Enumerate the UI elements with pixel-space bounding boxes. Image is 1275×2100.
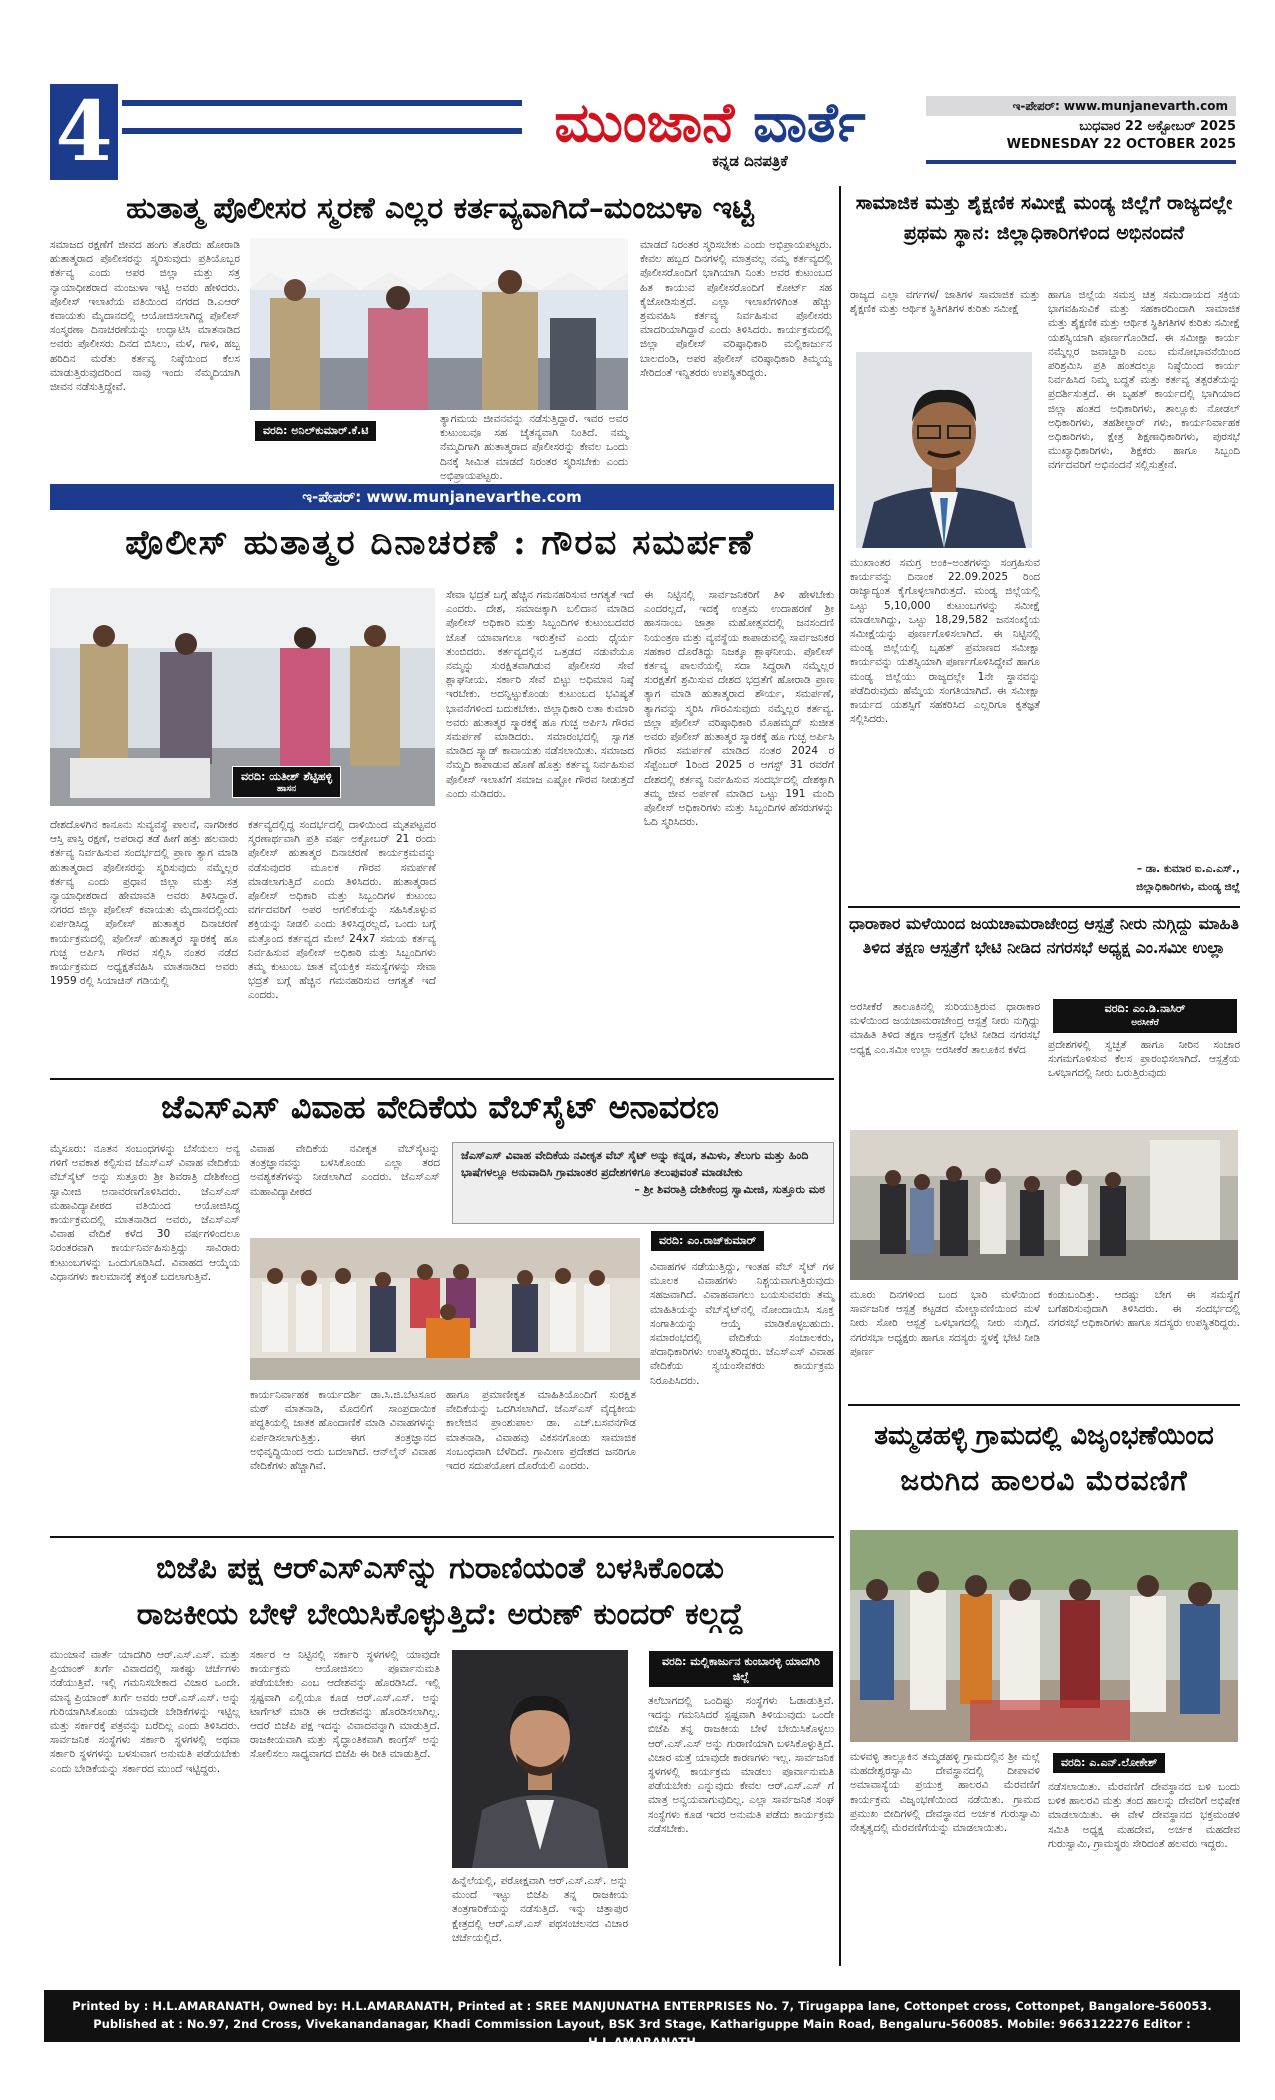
sidebar-article-2-credit: ವರದಿ: ಎಂ.ಡಿ.ನಾಸಿರ್ ಅರಸೀಕೆರೆ	[1052, 998, 1238, 1034]
sidebar-article-3-headline-2: ಜರುಗಿದ ಹಾಲರವಿ ಮೆರವಣಿಗೆ	[900, 1464, 1188, 1497]
article-2-headline: ಪೊಲೀಸ್ ಹುತಾತ್ಮರ ದಿನಾಚರಣೆ : ಗೌರವ ಸಮರ್ಪಣೆ	[125, 523, 755, 563]
section-rule	[50, 1078, 834, 1080]
article-1-col-3: ಮಾಡದೆ ನಿರಂತರ ಸ್ಮರಿಸಬೇಕು ಎಂದು ಅಭಿಪ್ರಾಯಪಟ್ಟರು. ಕೇವಲ ಹಬ್ಬದ ದಿನಗಳಲ್ಲಿ ಮಾತ್ರವಲ್ಲ ನಮ್ಮ ಕರ್ತವ್ಯದಲ್ಲಿ ಪೊಲೀಸರೊಂದಿಗೆ ಭಾಗಿಯಾಗಿ ನಿಂತು ಅವರ ಕುಟುಂಬದ ಹಿತ ಕಾಯುವ ಪೊಲೀಸರೊಂದಿಗೆ ಕೋರ್ಟ್ ಸಹ ಕೈಜೋಡಿಸುತ್ತದೆ. ಎಲ್ಲಾ ಇಲಾಖೆಗಳಿಗಿಂತ ಹೆಚ್ಚು ಶ್ರಮವಹಿಸಿ ಕರ್ತವ್ಯ ನಿರ್ವಹಿಸುವ ಪೊಲೀಸರು ಮಾದರಿಯಾಗಿದ್ದಾರೆ ಎಂದು ತಿಳಿಸಿದರು. ಕಾರ್ಯಕ್ರಮದಲ್ಲಿ ಜಿಲ್ಲಾ ಪೊಲೀಸ್ ವರಿಷ್ಠಾಧಿಕಾರಿ ಮಲ್ಲಿಕಾರ್ಜುನ ಬಾಲದಂಡಿ, ಅಪರ ಪೊಲೀಸ್ ವರಿಷ್ಠಾಧಿಕಾರಿ ತಿಮ್ಮಯ್ಯ ಸೇರಿದಂತೆ ಇನ್ನಿತರರು ಉಪಸ್ಥಿತರಿದ್ದರು.	[640, 239, 832, 379]
sidebar-article-1-col-2: ಹಾಗೂ ಜಿಲ್ಲೆಯ ಸಮಸ್ತ ಚಿತ್ರ ಸಮುದಾಯದ ಸಕ್ರಿಯ ಭಾಗವಹಿಸುವಿಕೆ ಮತ್ತು ಸಹಕಾರದಿಂದಾಗಿ ಸಾಮಾಜಿಕ ಮತ್ತು ಶೈಕ್ಷಣಿಕ ಮತ್ತು ಆರ್ಥಿಕ ಸ್ಥಿತಿಗತಿಗಳ ಕುರಿತು ಸಮೀಕ್ಷೆ ಯಶಸ್ವಿಯಾಗಿ ಪೂರ್ಣಗೊಂಡಿದೆ. ಈ ಸಮೀಕ್ಷಾ ಕಾರ್ಯ ನಮ್ಮೆಲ್ಲರ ಜವಾಬ್ದಾರಿ ಎಂಬ ಮನೋಭಾವನೆಯಿಂದ ಪರಿಶ್ರಮಿಸಿ ಪ್ರತಿ ಹಂತದಲ್ಲೂ ನಿಷ್ಠೆಯಿಂದ ಕಾರ್ಯ ನಿರ್ವಹಿಸಿದ ನಿಮ್ಮ ಬದ್ಧತೆ ಮತ್ತು ಕರ್ತವ್ಯ ತತ್ಪರತೆಯನ್ನು ಪ್ರದರ್ಶಿಸುತ್ತದೆ. ಈ ಬೃಹತ್ ಕಾರ್ಯದಲ್ಲಿ ಭಾಗಿಯಾದ ಜಿಲ್ಲಾ ಹಂತದ ಅಧಿಕಾರಿಗಳು, ತಾಲ್ಲೂಕು ನೋಡಲ್ ಅಧಿಕಾರಿಗಳು, ತಹಶೀಲ್ದಾರ್ ಗಳು, ಕಾರ್ಯನಿರ್ವಾಹಕ ಅಧಿಕಾರಿಗಳು, ಕ್ಷೇತ್ರ ಶಿಕ್ಷಣಾಧಿಕಾರಿಗಳು, ಪುರಸಭೆ ಮುಖ್ಯಾಧಿಕಾರಿಗಳು, ಶಿಕ್ಷಕರು ಹಾಗೂ ಸಿಬ್ಬಂದಿ ವರ್ಗದವರಿಗೆ ಅಭಿನಂದನೆ ಸಲ್ಲಿಸುತ್ತೇನೆ.	[1048, 289, 1241, 472]
article-2-col-2: ಕರ್ತವ್ಯದಲ್ಲಿದ್ದ ಸಂದರ್ಭದಲ್ಲಿ ದಾಳಿಯಿಂದ ಮೃತಪಟ್ಟವರ ಸ್ಮರಣಾರ್ಥವಾಗಿ ಪ್ರತಿ ವರ್ಷ ಅಕ್ಟೋಬರ್ 21 ರಂದು ಪೊಲೀಸ್ ಹುತಾತ್ಮರ ದಿನಾಚರಣೆ ಕಾರ್ಯಕ್ರಮವನ್ನು ನಡೆಸುವುದರ ಮೂಲಕ ಗೌರವ ಸಮರ್ಪಣೆ ಮಾಡಲಾಗುತ್ತಿದೆ ಎಂದು ತಿಳಿಸಿದರು. ಹುತಾತ್ಮರಾದ ಪೊಲೀಸ್ ಅಧಿಕಾರಿ ಮತ್ತು ಸಿಬ್ಬಂದಿಗಳ ಕುಟುಂಬ ವರ್ಗದವರಿಗೆ ಅಪರ ಅಗಲಿಕೆಯನ್ನು ಸಹಿಸಿಕೊಳ್ಳುವ ಶಕ್ತಿಯನ್ನು ನೀಡಲಿ ಎಂದು ತಿಳಿಸಿದ್ದರಲ್ಲದೆ, ಒಂದು ಬಗ್ಗೆ ಮತ್ತೊಂದ ಕರ್ತವ್ಯದ ಮೇಲೆ 24x7 ಸಮಯ ಕರ್ತವ್ಯ ನಿರ್ವಹಿಸುವ ಪೊಲೀಸ್ ಅಧಿಕಾರಿ ಮತ್ತು ಸಿಬ್ಬಂದಿಗಳು ತಮ್ಮ ಕುಟುಂಬ ಜಾತ ವೈಯಕ್ತಿಕ ಸಮಸ್ಯೆಗಳನ್ನು ಸೇವಾ ಭದ್ರತೆ ಬಗ್ಗೆ ಹೆಚ್ಚಿನ ಗಮನಹರಿಸುವ ಆಗತ್ಯತೆ ಇದೆ ಎಂದರು.	[248, 819, 436, 1002]
article-4-col-3: ಹಿನ್ನೆಲೆಯಲ್ಲಿ, ಪರೋಕ್ಷವಾಗಿ ಆರ್.ಎಸ್.ಎಸ್. ಅನ್ನು ಮುಂದೆ ಇಟ್ಟು ಬಿಜೆಪಿ ತನ್ನ ರಾಜಕೀಯ ತಂತ್ರಗಾರಿಕೆಯನ್ನು ನಡೆಸುತ್ತಿದೆ. ಇನ್ನು ಚಿತ್ತಾಪುರ ಕ್ಷೇತ್ರದಲ್ಲಿ ಆರ್.ಎಸ್.ಎಸ್ ಪಥಸಂಚಲನದ ವಿಚಾರ ಚರ್ಚೆಯಲ್ಲಿದೆ.	[452, 1875, 628, 1944]
article-3-headline: ಜೆಎಸ್‌ಎಸ್ ವಿವಾಹ ವೇದಿಕೆಯ ವೆಬ್‌ಸೈಟ್ ಅನಾವರಣ	[161, 1088, 719, 1126]
date-english: WEDNESDAY 22 OCTOBER 2025	[1006, 137, 1236, 152]
section-rule-2	[50, 1536, 834, 1538]
article-4-col-2: ಸರ್ಕಾರ ಆ ನಿಟ್ಟಿನಲ್ಲಿ ಸರ್ಕಾರಿ ಸ್ಥಳಗಳಲ್ಲಿ ಯಾವುದೇ ಕಾರ್ಯಕ್ರಮ ಆಯೋಜಿಸಲು ಪೂರ್ವಾನುಮತಿ ಪಡೆಯಬೇಕು ಎಂಬ ಆದೇಶವನ್ನು ಹೊರಡಿಸಿದೆ. ಇಲ್ಲಿ ಸ್ಪಷ್ಟವಾಗಿ ಎಲ್ಲಿಯೂ ಕೂಡ ಆರ್.ಎಸ್.ಎಸ್. ಅನ್ನು ಟಾರ್ಗೆಟ್ ಮಾಡಿ ಈ ಆದೇಶವನ್ನು ಹೊರಡಿಸಲಾಗಿಲ್ಲ. ಆದರೆ ಬಿಜೆಪಿ ಪಕ್ಷ ಇದನ್ನು ವಿವಾದವನ್ನಾಗಿ ಮಾಡುತ್ತಿದೆ. ರಾಜಕೀಯವಾಗಿ ಮತ್ತು ಸೈದ್ಧಾಂತಿಕವಾಗಿ ಕಾಂಗ್ರೆಸ್ ಅನ್ನು ಸೋಲಿಸಲು ಸಾಧ್ಯವಾಗದ ಬಿಜೆಪಿ ಈ ರೀತಿ ಮಾಡುತ್ತಿದೆ.	[250, 1649, 440, 1761]
procession-photo	[850, 1530, 1238, 1742]
article-3-credit: ವರದಿ: ಎಂ.ರಾಜ್‌ಕುಮಾರ್	[650, 1230, 765, 1252]
article-3-col-4: ವಿವಾಹಗಳ ನಡೆಯುತ್ತಿದ್ದು, ಇಂತಹ ವೆಬ್ ಸೈಟ್ ಗಳ ಮೂಲಕ ವಿವಾಹಗಳು ನಿಶ್ಚಯವಾಗುತ್ತಿರುವುದು ಸಹಜವಾಗಿದೆ. ವಿವಾಹವಾಗಲು ಬಯಸುವವರು ತಮ್ಮ ಮಾಹಿತಿಯನ್ನು ವೆಬ್‌ಸೈಟ್‌ನಲ್ಲಿ ನೋಂದಾಯಿಸಿ ಸೂಕ್ತ ಸಂಗಾತಿಯನ್ನು ಆಯ್ಕೆ ಮಾಡಿಕೊಳ್ಳಬಹುದು. ಸಮಾರಂಭದಲ್ಲಿ ವೇದಿಕೆಯ ಸಂಚಾಲಕರು, ಪದಾಧಿಕಾರಿಗಳು ಉಪಸ್ಥಿತರಿದ್ದರು. ಜೆಎಸ್‌ಎಸ್ ವಿವಾಹ ವೇದಿಕೆಯ ಸ್ವಯಂಸೇವಕರು ಕಾರ್ಯಕ್ರಮ ನಿರೂಪಿಸಿದರು.	[650, 1261, 834, 1387]
article-4-portrait	[452, 1650, 628, 1868]
sidebar-article-2-col-2: ಪ್ರದೇಶಗಳಲ್ಲಿ ಸ್ವಚ್ಛತೆ ಹಾಗೂ ನೀರಿನ ಸಂಚಾರ ಸುಗಮಗೊಳಿಸುವ ಕೆಲಸ ಪ್ರಾರಂಭಿಸಲಾಗಿದೆ. ಆಸ್ಪತ್ರೆಯ ಒಳಭಾಗದಲ್ಲಿ ನೀರು ಬರುತ್ತಿರುವುದು	[1048, 1039, 1240, 1080]
article-4-headline-2: ರಾಜಕೀಯ ಬೇಳೆ ಬೇಯಿಸಿಕೊಳ್ಳುತ್ತಿದೆ: ಅರುಣ್ ಕುಂದರ್ ಕಲ್ಗದ್ದೆ	[136, 1597, 744, 1632]
sidebar-article-3-headline-1: ತಮ್ಮಡಹಳ್ಳಿ ಗ್ರಾಮದಲ್ಲಿ ವಿಜೃಂಭಣೆಯಿಂದ	[874, 1421, 1214, 1451]
masthead-tagline: ಕನ್ನಡ ದಿನಪತ್ರಿಕೆ	[712, 152, 788, 170]
article-3-col-2b: ಕಾರ್ಯನಿರ್ವಾಹಕ ಕಾರ್ಯದರ್ಶಿ ಡಾ.ಸಿ.ಜಿ.ಬೆಟಸೂರ ಮಠ್ ಮಾತನಾಡಿ, ಮೊದಲಿಗೆ ಸಾಂಪ್ರದಾಯಿಕ ಪದ್ಧತಿಯಲ್ಲಿ ಜಾತಕ ಹೊಂದಾಣಿಕೆ ಮಾಡಿ ವಿವಾಹಗಳನ್ನು ಏರ್ಪಡಿಸಲಾಗುತ್ತಿತ್ತು. ಈಗ ತಂತ್ರಜ್ಞಾನದ ಅಭಿವೃದ್ಧಿಯಿಂದ ಅದು ಬದಲಾಗಿದೆ. ಆನ್‌ಲೈನ್ ವಿವಾಹ ವೇದಿಕೆಗಳು ಹೆಚ್ಚಾಗಿವೆ.	[250, 1389, 436, 1473]
article-4-credit: ವರದಿ: ಮಲ್ಲಿಕಾರ್ಜುನ ಕುಂಬಾರಳ್ಳಿ ಯಾದಗಿರಿ ಜಿಲ್ಲೆ	[648, 1650, 834, 1688]
sidebar-article-3-col-1: ಮಳವಳ್ಳಿ ತಾಲ್ಲೂಕಿನ ತಮ್ಮಡಹಳ್ಳಿ ಗ್ರಾಮದಲ್ಲಿನ ಶ್ರೀ ಮಲ್ಲೆ ಮಹದೇಶ್ವರಸ್ವಾಮಿ ದೇವಸ್ಥಾನದಲ್ಲಿ ದೀಪಾವಳಿ ಅಮಾವಾಸ್ಯೆಯ ಪ್ರಯುಕ್ತ ಹಾಲರವಿ ಮೆರವಣಿಗೆ ಕಾರ್ಯಕ್ರಮ ವಿಜೃಂಭಣೆಯಿಂದ ನಡೆಯಿತು. ಗ್ರಾಮದ ಪ್ರಮುಖ ಬೀದಿಗಳಲ್ಲಿ ದೇವಸ್ಥಾನದ ಅರ್ಚಕ ಗುರುಸ್ವಾಮಿ ನೇತೃತ್ವದಲ್ಲಿ ಮೆರವಣಿಗೆಯನ್ನು ಮಾಡಲಾಯಿತು.	[850, 1751, 1040, 1835]
sidebar-article-1-headline: ಸಾಮಾಜಿಕ ಮತ್ತು ಶೈಕ್ಷಣಿಕ ಸಮೀಕ್ಷೆ ಮಂಡ್ಯ ಜಿಲ್ಲೆಗೆ ರಾಜ್ಯದಲ್ಲೇ ಪ್ರಥಮ ಸ್ಥಾನ: ಜಿಲ್ಲಾಧಿಕಾರಿಗಳಿಂದ ಅಭಿನಂದನೆ	[855, 192, 1233, 244]
article-3-col-1: ಮೈಸೂರು: ನೂತನ ಸಂಬಂಧಗಳನ್ನು ಬೆಸೆಯಲು ಅನ್ಯ ಗಳಿಗೆ ಅವಕಾಶ ಕಲ್ಪಿಸುವ ಜೆಎಸ್‌ಎಸ್ ವಿವಾಹ ವೇದಿಕೆಯ ವೆಬ್‌ಸೈಟ್ ಅನ್ನು ಸುತ್ತೂರು ಶ್ರೀ ಶಿವರಾತ್ರಿ ದೇಶಿಕೇಂದ್ರ ಸ್ವಾಮೀಜಿ ಅನಾವರಣಗೊಳಿಸಿದರು. ಜೆಎಸ್‌ಎಸ್ ಮಹಾವಿದ್ಯಾಪೀಠದ ವತಿಯಿಂದ ಆಯೋಜಿಸಿದ್ದ ಕಾರ್ಯಕ್ರಮದಲ್ಲಿ ಮಾತನಾಡಿದ ಅವರು, ಜೆಎಸ್‌ಎಸ್ ವಿವಾಹ ವೇದಿಕೆ ಕಳೆದ 30 ವರ್ಷಗಳಿಂದಲೂ ನಿರಂತರವಾಗಿ ಕಾರ್ಯನಿರ್ವಹಿಸುತ್ತಿದ್ದು ಸಾವಿರಾರು ಕುಟುಂಬಗಳನ್ನು ಒಂದುಗೂಡಿಸಿದೆ. ವಿವಾಹದ ಆಯ್ಕೆಯ ವಿಧಾನಗಳು ಕಾಲಮಾನಕ್ಕೆ ತಕ್ಕಂತೆ ಬದಲಾಗುತ್ತಿವೆ.	[50, 1143, 240, 1283]
sidebar-article-2-col-1: ಅರಸೀಕೆರೆ ತಾಲೂಕಿನಲ್ಲಿ ಸುರಿಯುತ್ತಿರುವ ಧಾರಾಕಾರ ಮಳೆಯಿಂದ ಜಯಚಾಮರಾಜೇಂದ್ರ ಆಸ್ಪತ್ರೆ ನೀರು ನುಗ್ಗಿದ್ದು ಮಾಹಿತಿ ತಿಳಿದ ತಕ್ಷಣ ಆಸ್ಪತ್ರೆಗೆ ಭೇಟಿ ನೀಡಿದ ನಗರಸಭೆ ಅಧ್ಯಕ್ಷ ಎಂ.ಸಮೀ ಉಲ್ಲಾ ಅರಸೀಕೆರೆ ತಾಲೂಕಿನ ಕಳೆದ	[850, 1001, 1040, 1056]
article-4-col-1: ಮುಂಜಾನೆ ವಾರ್ತೆ ಯಾದಗಿರಿ ಆರ್.ಎಸ್.ಎಸ್. ಮತ್ತು ಪ್ರಿಯಾಂಕ್ ಖರ್ಗೆ ವಿವಾದದಲ್ಲಿ ಸಾಕಷ್ಟು ಚರ್ಚೆಗಳು ನಡೆಯುತ್ತಿವೆ. ಇಲ್ಲಿ ಗಮನಿಸಬೇಕಾದ ವಿಚಾರ ಒಂದೇ. ಮಾನ್ಯ ಪ್ರಿಯಾಂಕ್ ಖರ್ಗೆ ಅವರು ಆರ್.ಎಸ್.ಎಸ್. ಅನ್ನು ಗುರಿಯಾಗಿಸಿಕೊಂಡು ಯಾವುದೇ ಬೇಡಿಕೆಗಳನ್ನು ಇಟ್ಟಿಲ್ಲ ಮತ್ತು ಸರ್ಕಾರಕ್ಕೆ ಪತ್ರವನ್ನು ಬರೆದಿಲ್ಲ ಎಂದು ತಿಳಿಸಿದರು. ಸಾರ್ವಜನಿಕ ಸಂಸ್ಥೆಗಳು ಸರ್ಕಾರಿ ಸ್ಥಳಗಳಲ್ಲಿ ಅಥವಾ ಸರ್ಕಾರಿ ಸ್ಥಳಗಳನ್ನು ಬಳಸುವಾಗ ಅನುಮತಿ ಪಡೆಯಬೇಕು ಎಂದು ಬೇಡಿಕೆಯನ್ನು ಸರ್ಕಾರದ ಮುಂದೆ ಇಟ್ಟಿದ್ದರು.	[50, 1649, 240, 1775]
article-1-headline: ಹುತಾತ್ಮ ಪೊಲೀಸರ ಸ್ಮರಣೆ ಎಲ್ಲರ ಕರ್ತವ್ಯವಾಗಿದೆ–ಮಂಜುಳಾ ಇಟ್ಟಿ	[126, 191, 754, 226]
sidebar-rule	[848, 906, 1240, 908]
article-3-col-3b: ಹಾಗೂ ಪ್ರಮಾಣೀಕೃತ ಮಾಹಿತಿಯೊಂದಿಗೆ ಸುರಕ್ಷಿತ ವೇದಿಕೆಯನ್ನು ಒದಗಿಸಲಾಗಿದೆ. ಜೆಎಸ್‌ಎಸ್ ವೈದ್ಯಕೀಯ ಕಾಲೇಜಿನ ಪ್ರಾಂಶುಪಾಲ ಡಾ. ಎಚ್.ಬಸವನಗೌಡ ಮಾತನಾಡಿ, ವಿವಾಹವು ವಿಕಸನಗೊಂಡು ಸಾಮಾಜಿಕ ಸಂಬಂಧವಾಗಿ ಬೆಳೆದಿದೆ. ಗ್ರಾಮೀಣ ಪ್ರದೇಶದ ಜನರಿಗೂ ಇದರ ಸದುಪಯೋಗ ದೊರೆಯಲಿ ಎಂದರು.	[446, 1389, 636, 1473]
hospital-flood-photo	[850, 1130, 1238, 1280]
sidebar-rule-2	[848, 1404, 1240, 1406]
epaper-strip[interactable]: ಇ-ಪೇಪರ್: www.munjanevarthe.com	[50, 484, 834, 510]
column-divider	[839, 186, 841, 1966]
page-number: 4	[50, 84, 118, 180]
article-1-under-photo: ತ್ಯಾಗಮಯ ಜೀವನವನ್ನು ನಡೆಸುತ್ತಿದ್ದಾರೆ. ಇವರ ಅವರ ಕುಟುಂಬವೂ ಸಹ ಚೈತನ್ಯವಾಗಿ ನಿಂತಿದೆ. ನಮ್ಮ ನೆಮ್ಮದಿಗಾಗಿ ಹುತಾತ್ಮರಾದ ಪೊಲೀಸರನ್ನು ಕೇವಲ ಒಂದು ದಿನಕ್ಕೆ ಸೀಮಿತ ಮಾಡದೆ ನಿರಂತರ ಸ್ಮರಿಸಬೇಕು ಎಂದು ಅಭಿಪ್ರಾಯಪಟ್ಟರು.	[440, 413, 628, 482]
article-1-col-1: ಸಮಾಜದ ರಕ್ಷಣೆಗೆ ಜೀವದ ಹಂಗು ತೊರೆದು ಹೋರಾಡಿ ಹುತಾತ್ಮರಾದ ಪೊಲೀಸರನ್ನು ಸ್ಮರಿಸುವುದು ಪ್ರತಿಯೊಬ್ಬರ ಕರ್ತವ್ಯ ಎಂದು ಅಪರ ಜಿಲ್ಲಾ ಮತ್ತು ಸತ್ರ ನ್ಯಾಯಾಧೀಶರಾದ ಮಂಜುಳಾ ಇಟ್ಟಿ ಅವರು ಹೇಳಿದರು. ಪೊಲೀಸ್ ಇಲಾಖೆಯ ವತಿಯಿಂದ ನಗರದ ಡಿ.ಎಆರ್ ಕವಾಯತು ಮೈದಾನದಲ್ಲಿ ಆಯೋಜಿಸಲಾಗಿದ್ದ ಪೊಲೀಸ್ ಸಂಸ್ಮರಣಾ ದಿನಾಚರಣೆಯನ್ನು ಉದ್ಘಾಟಿಸಿ ಮಾತನಾಡಿದ ಅವರು ಪೊಲೀಸರು ದಿನದ ಬಿಸಿಲು, ಮಳೆ, ಗಾಳಿ, ಹಬ್ಬ ಹರಿದಿನ ಮರೆತು ಕರ್ತವ್ಯ ನಿಷ್ಠೆಯಿಂದ ಕೆಲಸ ಮಾಡುತ್ತಿರುವುದರಿಂದ ನಾವು ಇಂದು ನೆಮ್ಮದಿಯಾಗಿ ಜೀವನ ನಡೆಸುತ್ತಿದ್ದೇವೆ.	[50, 239, 240, 394]
article-2-col-4: ಈ ನಿಟ್ಟಿನಲ್ಲಿ ಸಾರ್ವಜನಿಕರಿಗೆ ತಿಳಿ ಹೇಳಬೇಕು ಎಂದರಲ್ಲದೆ, ಇದಕ್ಕೆ ಉತ್ತಮ ಉದಾಹರಣೆ ಶ್ರೀ ಹಾಸನಾಂಬ ಜಾತ್ರಾ ಮಹೋತ್ಸವದಲ್ಲಿ ಜನಸಂದಣಿ ನಿಯಂತ್ರಣ ಮತ್ತು ವ್ಯವಸ್ಥೆಯ ಕಾಪಾಡುವಲ್ಲಿ ಸಾರ್ವಜನಿಕರ ಸಹಕಾರ ದೊರೆತಿದ್ದು ನಿಜಕ್ಕೂ ಶ್ಲಾಘನೀಯ. ಪೊಲೀಸ್ ಕರ್ತವ್ಯ ಪಾಲನೆಯಲ್ಲಿ ಸದಾ ಸಿದ್ಧರಾಗಿ ನಮ್ಮೆಲ್ಲರ ಸುರಕ್ಷತೆಗೆ ಶ್ರಮಿಸುವ ದೇಶದ ಭದ್ರತೆಗೆ ಹೋರಾಡಿ ಪ್ರಾಣ ತ್ಯಾಗ ಮಾಡಿ ಹುತಾತ್ಮರಾದ ಶೌರ್ಯ, ಸಮರ್ಪಣೆ, ತ್ಯಾಗವನ್ನು ಸ್ಮರಿಸಿ ಗೌರವಿಸುವುದು ನಮ್ಮೆಲ್ಲರ ಕರ್ತವ್ಯ. ಜಿಲ್ಲಾ ಪೊಲೀಸ್ ವರಿಷ್ಠಾಧಿಕಾರಿ ಮೊಹಮ್ಮದ್ ಸುಜೀತ ಅವರು ಪೊಲೀಸ್ ಹುತಾತ್ಮರ ಸ್ಮಾರಕಕ್ಕೆ ಹೂ ಗುಚ್ಛ ಅರ್ಪಿಸಿ ಗೌರವ ಸಮರ್ಪಣೆ ಮಾಡಿದ ನಂತರ 2024 ರ ಸೆಪ್ಟೆಂಬರ್ 1ರಿಂದ 2025 ರ ಆಗಸ್ಟ್ 31 ರವರೆಗೆ ದೇಶದಲ್ಲಿ ಕರ್ತವ್ಯ ನಿರ್ವಹಿಸುವ ಸಂದರ್ಭದಲ್ಲಿ ದೇಶಕ್ಕಾಗಿ ತಮ್ಮ ಜೀವ ಅರ್ಪಣೆ ಮಾಡಿದ ಒಟ್ಟು 191 ಮಂದಿ ಪೊಲೀಸ್ ಅಧಿಕಾರಿಗಳು ಮತ್ತು ಸಿಬ್ಬಂದಿಗಳ ಹೆಸರುಗಳನ್ನು ಓದಿ ಸ್ಮರಿಸಿದರು.	[644, 589, 834, 829]
sidebar-article-1-intro: ರಾಜ್ಯದ ಎಲ್ಲಾ ವರ್ಗಗಳ/ ಜಾತಿಗಳ ಸಾಮಾಜಿಕ ಮತ್ತು ಶೈಕ್ಷಣಿಕ ಮತ್ತು ಆರ್ಥಿಕ ಸ್ಥಿತಿಗತಿಗಳ ಕುರಿತು ಸಮೀಕ್ಷೆ	[850, 289, 1040, 316]
article-2-credit: ವರದಿ: ಯತೀಶ್ ಶೆಟ್ಟಿಹಳ್ಳಿ ಹಾಸನ	[232, 766, 341, 798]
masthead-rule-right	[926, 160, 1236, 164]
sidebar-article-2-below-2: ಕಂಡುಬಂದಿತ್ತು. ಆದಷ್ಟು ಬೇಗ ಈ ಸಮಸ್ಯೆಗೆ ಬಗೆಹರಿಸುವುದಾಗಿ ತಿಳಿಸಿದರು. ಈ ಸಂದರ್ಭದಲ್ಲಿ ನಗರಸಭೆ ಅಧಿಕಾರಿಗಳು ಹಾಗೂ ಸದಸ್ಯರು ಉಪಸ್ಥಿತರಿದ್ದರು.	[1048, 1289, 1240, 1330]
masthead-rule-left-2	[122, 128, 522, 134]
imprint-line-1: Printed by : H.L.AMARANATH, Owned by: H.L.AMARANATH, Printed at : SREE MANJUNATHA ENTERPRISES No. 7, Tirugappa lane, Cottonpet cross, Cottonpet, Bangalore-560053.	[72, 1999, 1212, 2013]
date-kannada: ಬುಧವಾರ 22 ಅಕ್ಟೋಬರ್ 2025	[1079, 119, 1236, 134]
imprint-footer	[44, 1990, 1240, 2049]
article-3-col-2: ವಿವಾಹ ವೇದಿಕೆಯ ನವೀಕೃತ ವೆಬ್‌ಸೈಟನ್ನು ತಂತ್ರಜ್ಞಾನವನ್ನು ಬಳಸಿಕೊಂಡು ಎಲ್ಲಾ ತರದ ಅವಶ್ಯಕತೆಗಳನ್ನು ನೀಡಲಾಗಿದೆ ಎಂದರು. ಜೆಎಸ್‌ಎಸ್ ಮಹಾವಿದ್ಯಾಪೀಠದ	[250, 1143, 440, 1198]
article-4-col-4: ತಲೆಬಾಗದಲ್ಲಿ ಒಂದಿಷ್ಟು ಸಂಸ್ಥೆಗಳು ಓಡಾಡುತ್ತಿವೆ. ಇದನ್ನು ಗಮನಿಸಿದರೆ ಸ್ಪಷ್ಟವಾಗಿ ತಿಳಿಯುವುದು ಒಂದೇ ಬಿಜೆಪಿ ತನ್ನ ರಾಜಕೀಯ ಬೇಳೆ ಬೇಯಿಸಿಕೊಳ್ಳಲು ಆರ್.ಎಸ್.ಎಸ್ ಅನ್ನು ಗುರಾಣಿಯಾಗಿ ಬಳಸಿಕೊಳ್ಳುತ್ತಿದೆ. ವಿಚಾರ ಮತ್ತೆ ಯಾವುದೇ ಕಾರಣಗಳು ಇಲ್ಲ. ಸಾರ್ವಜನಿಕ ಸ್ಥಳಗಳಲ್ಲಿ ಕಾರ್ಯಕ್ರಮ ಮಾಡಲು ಪೂರ್ವಾನುಮತಿ ಪಡೆಯಬೇಕು ಎನ್ನುವುದು ಕೇವಲ ಆರ್.ಎಸ್.ಎಸ್ ಗೆ ಮಾತ್ರ ಅನ್ವಯವಾಗುವುದಿಲ್ಲ. ಎಲ್ಲಾ ಸಾರ್ವಜನಿಕ ಸಂಘ ಸಂಸ್ಥೆಗಳು ಕೂಡ ಇದರ ಅನುಮತಿ ಪಡೆದು ಕಾರ್ಯಕ್ರಮ ನಡೆಸಬೇಕು.	[648, 1695, 834, 1835]
sidebar-article-3-col-2: ನಡೆಸಲಾಯಿತು. ಮೆರವಣಿಗೆ ದೇವಸ್ಥಾನದ ಬಳಿ ಬಂದು ಬಳಿಕ ಹಾಲರವಿ ಮತ್ತು ತಂದ ಹಾಲನ್ನು ದೇವರಿಗೆ ಅಭಿಷೇಕ ಮಾಡಲಾಯಿತು. ಈ ವೇಳೆ ದೇವಸ್ಥಾನದ ಭಕ್ತಮಂಡಳಿ ಸಮಿತಿ ಅಧ್ಯಕ್ಷ ಮಹದೇವ, ಅರ್ಚಕ ಮಹದೇವ ಗುರುಸ್ವಾಮಿ, ಗ್ರಾಮಸ್ಥರು ಸೇರಿದಂತೆ ಹಲವರು ಇದ್ದರು.	[1048, 1781, 1240, 1850]
imprint-line-2: Published at : No.97, 2nd Cross, Vivekanandanagar, Khadi Commission Layout, BSK 3rd Stage, Kathariguppe Main Road, Bengaluru-560085. Mobile: 9663122276 Editor : H.L.AMARANATH	[93, 2017, 1191, 2049]
sidebar-article-3-credit: ವರದಿ: ಎ.ಎನ್.ಲೋಕೇಶ್	[1052, 1752, 1166, 1774]
article-4-headline-1: ಬಿಜೆಪಿ ಪಕ್ಷ ಆರ್‌ಎಸ್‌ಎಸ್‌ನ್ನು ಗುರಾಣಿಯಂತೆ ಬಳಸಿಕೊಂಡು	[156, 1551, 724, 1586]
epaper-link-top[interactable]: ಇ-ಪೇಪರ್: www.munjanevarth.com	[926, 96, 1236, 116]
article-1-credit: ವರದಿ: ಅನಿಲ್‌ಕುಮಾರ್.ಕೆ.ಟಿ	[254, 420, 377, 442]
article-3-pull-quote: ಜೆಎಸ್‌ಎಸ್ ವಿವಾಹ ವೇದಿಕೆಯ ನವೀಕೃತ ವೆಬ್ ಸೈಟ್ ಅನ್ನು ಕನ್ನಡ, ತಮಿಳು, ತೆಲುಗು ಮತ್ತು ಹಿಂದಿ ಭಾಷೆಗಳಲ್ಲೂ ಅನುವಾದಿಸಿ ಗ್ರಾಮಾಂತರ ಪ್ರದೇಶಗಳಿಗೂ ತಲುಪುವಂತೆ ಮಾಡಬೇಕು – ಶ್ರೀ ಶಿವರಾತ್ರಿ ದೇಶಿಕೇಂದ್ರ ಸ್ವಾಮೀಜಿ, ಸುತ್ತೂರು ಮಠ	[452, 1142, 834, 1224]
sidebar-article-2-below-1: ಮೂರು ದಿನಗಳಿಂದ ಬಂದ ಭಾರಿ ಮಳೆಯಿಂದ ಸಾರ್ವಜನಿಕ ಆಸ್ಪತ್ರೆ ಕಟ್ಟಡದ ಮೇಲ್ಚಾವಣಿಯಿಂದ ಮಳೆ ನೀರು ಸೋರಿ ಆಸ್ಪತ್ರೆ ಒಳಭಾಗದಲ್ಲಿ ನೀರು ನುಗ್ಗಿದೆ. ನಗರಸಭಾ ಅಧ್ಯಕ್ಷರು ಹಾಗೂ ಸದಸ್ಯರು ಸ್ಥಳಕ್ಕೆ ಭೇಟಿ ನೀಡಿ ಪೂರ್ಣ	[850, 1289, 1040, 1358]
sidebar-article-2-headline: ಧಾರಾಕಾರ ಮಳೆಯಿಂದ ಜಯಚಾಮರಾಜೇಂದ್ರ ಆಸ್ಪತ್ರೆ ನೀರು ನುಗ್ಗಿದ್ದು ಮಾಹಿತಿ ತಿಳಿದ ತಕ್ಷಣ ಆಸ್ಪತ್ರೆಗೆ ಭೇಟಿ ನೀಡಿದ ನಗರಸಭೆ ಅಧ್ಯಕ್ಷ ಎಂ.ಸಮೀ ಉಲ್ಲಾ	[849, 914, 1239, 957]
masthead-rule-left	[122, 100, 522, 106]
masthead-title: ಮುಂಜಾನೆ ವಾರ್ತೆ	[554, 90, 866, 154]
sidebar-article-1-sign-2: ಜಿಲ್ಲಾಧಿಕಾರಿಗಳು, ಮಂಡ್ಯ ಜಿಲ್ಲೆ	[1136, 881, 1240, 893]
article-3-photo	[250, 1238, 640, 1380]
sidebar-article-1-sign-1: – ಡಾ. ಕುಮಾರ ಐ.ಎ.ಎಸ್.,	[1136, 863, 1240, 875]
sidebar-article-1-body: ಮುಖಾಂತರ ಸಮಗ್ರ ಅಂಕಿ–ಅಂಶಗಳನ್ನು ಸಂಗ್ರಹಿಸುವ ಕಾರ್ಯವನ್ನು ದಿನಾಂಕ 22.09.2025 ರಿಂದ ರಾಜ್ಯಾದ್ಯಂತ ಕೈಗೊಳ್ಳಲಾಗಿರುತ್ತದೆ. ಮಂಡ್ಯ ಜಿಲ್ಲೆಯಲ್ಲಿ ಒಟ್ಟು 5,10,000 ಕುಟುಂಬಗಳನ್ನು ಸಮೀಕ್ಷೆ ಮಾಡಲಾಗಿದ್ದು, ಒಟ್ಟು 18,29,582 ಜನಸಂಖ್ಯೆಯ ಸಮೀಕ್ಷೆಯನ್ನು ಪೂರ್ಣಗೊಳಿಸಲಾಗಿದೆ. ಈ ನಿಟ್ಟಿನಲ್ಲಿ ಮಂಡ್ಯ ಜಿಲ್ಲೆಯಲ್ಲಿ ಬೃಹತ್ ಪ್ರಮಾಣದ ಸಮೀಕ್ಷಾ ಕಾರ್ಯವನ್ನು ಯಶಸ್ವಿಯಾಗಿ ಪೂರ್ಣಗೊಳಿಸಿದ್ದೇವೆ ಹಾಗೂ ಮಂಡ್ಯ ಜಿಲ್ಲೆಯು ರಾಜ್ಯದಲ್ಲೇ 1ನೇ ಸ್ಥಾನವನ್ನು ಪಡೆದಿರುವುದು ಹೆಮ್ಮೆಯ ಸಂಗತಿಯಾಗಿದೆ. ಈ ಸಮೀಕ್ಷಾ ಕಾರ್ಯದ ಯಶಸ್ಸಿಗೆ ಸಹಕರಿಸಿದ ಎಲ್ಲರಿಗೂ ಕೃತಜ್ಞತೆ ಸಲ್ಲಿಸಿದರು.	[850, 557, 1040, 726]
article-1-photo	[250, 238, 628, 410]
article-2-col-3: ಸೇವಾ ಭದ್ರತೆ ಬಗ್ಗೆ ಹೆಚ್ಚಿನ ಗಮನಹರಿಸುವ ಆಗತ್ಯತೆ ಇದೆ ಎಂದರು. ದೇಶ, ಸಮಾಜಕ್ಕಾಗಿ ಬಲಿದಾನ ಮಾಡಿದ ಪೊಲೀಸ್ ಅಧಿಕಾರಿ ಮತ್ತು ಸಿಬ್ಬಂದಿಗಳ ಕುಟುಂಬದವರ ಜೊತೆ ಯಾವಾಗಲೂ ಇರುತ್ತೇವೆ ಎಂದು ಧೈರ್ಯ ತುಂಬಿದರು. ಕರ್ತವ್ಯದಲ್ಲಿನ ಒತ್ತಡದ ನಡುವೆಯೂ ನಮ್ಮನ್ನು ಸುರಕ್ಷಿತವಾಗಿಡುವ ಪೊಲೀಸರ ಸೇವೆ ಶ್ಲಾಘನೀಯ. ಸರ್ಕಾರಿ ಸೇವೆ ಬಿಟ್ಟು ಅಧಿಮಾನ ನಿಷ್ಠೆ ಇರಬೇಕು. ಅದನ್ನಿಟ್ಟುಕೊಂಡು ಕುಟುಂಬದ ಭವಿಷ್ಯತೆ ಭಾವನೆಗಳಿಂದ ಬದುಕಬೇಕು. ಜಿಲ್ಲಾಧಿಕಾರಿ ಲತಾ ಕುಮಾರಿ ಅವರು ಹುತಾತ್ಮರ ಸ್ಮಾರಕಕ್ಕೆ ಹೂ ಗುಚ್ಛ ಅರ್ಪಿಸಿ ಗೌರವ ಸಮರ್ಪಣೆ ಮಾಡಿದರು. ಸಮಾರಂಭದಲ್ಲಿ ಸ್ವಾಗತ ಮಾಡಿದ ಸ್ಕ್ವಾಡ್ ಕಾವಾಯತು ನಡೆಸಲಾಯಿತು. ಸಮಾಜದ ನೆಮ್ಮದಿ ಕಾಪಾಡುವ ಹೊಣೆ ಹೊತ್ತು ಕರ್ತವ್ಯ ನಿರ್ವಹಿಸುವ ಪೊಲೀಸ್ ಇಲಾಖೆಗೆ ಸಮಾಜ ಎಷ್ಟೋ ಗೌರವ ನೀಡುತ್ತದೆ ಎಂದು ನುಡಿದರು.	[446, 589, 634, 800]
article-2-col-1: ದೇಶದೊಳಗಿನ ಕಾನೂನು ಸುವ್ಯವಸ್ಥೆ ಪಾಲನೆ, ನಾಗರೀಕರ ಆಸ್ತಿ ಪಾಸ್ತಿ ರಕ್ಷಣೆ, ಅಪರಾಧ ತಡೆ ಹೀಗೆ ಹತ್ತು ಹಲವಾರು ಕರ್ತವ್ಯ ನಿರ್ವಹಿಸುವ ಸಂದರ್ಭದಲ್ಲಿ ಪ್ರಾಣ ತ್ಯಾಗ ಮಾಡಿ ಹುತಾತ್ಮರಾದ ಪೊಲೀಸರನ್ನು ಸ್ಮರಿಸುವುದು ನಮ್ಮೆಲ್ಲರ ಕರ್ತವ್ಯ ಎಂದು ಪ್ರಧಾನ ಜಿಲ್ಲಾ ಮತ್ತು ಸತ್ರ ನ್ಯಾಯಾಧೀಶರಾದ ಹೇಮಾವತಿ ಅವರು ತಿಳಿಸಿದ್ದಾರೆ. ನಗರದ ಜಿಲ್ಲಾ ಪೊಲೀಸ್ ಕವಾಯತು ಮೈದಾನದಲ್ಲಿಂದು ಏರ್ಪಡಿಸಿದ್ದ ಪೊಲೀಸ್ ಹುತಾತ್ಮರ ದಿನಾಚರಣೆ ಕಾರ್ಯಕ್ರಮದಲ್ಲಿ ಪೊಲೀಸ್ ಹುತಾತ್ಮರ ಸ್ಮಾರಕಕ್ಕೆ ಹೂ ಗುಚ್ಛ ಅರ್ಪಿಸಿ ಗೌರವ ಸಲ್ಲಿಸಿ ನಂತರ ನಡೆದ ಕಾರ್ಯಕ್ರಮದ ಅಧ್ಯಕ್ಷತೆವಹಿಸಿ ಮಾತನಾಡಿದ ಅವರು 1959 ರಲ್ಲಿ ಸಿಯಾಚಿನ್ ಗಡಿಯಲ್ಲಿ	[50, 819, 238, 988]
district-collector-photo	[856, 352, 1032, 548]
